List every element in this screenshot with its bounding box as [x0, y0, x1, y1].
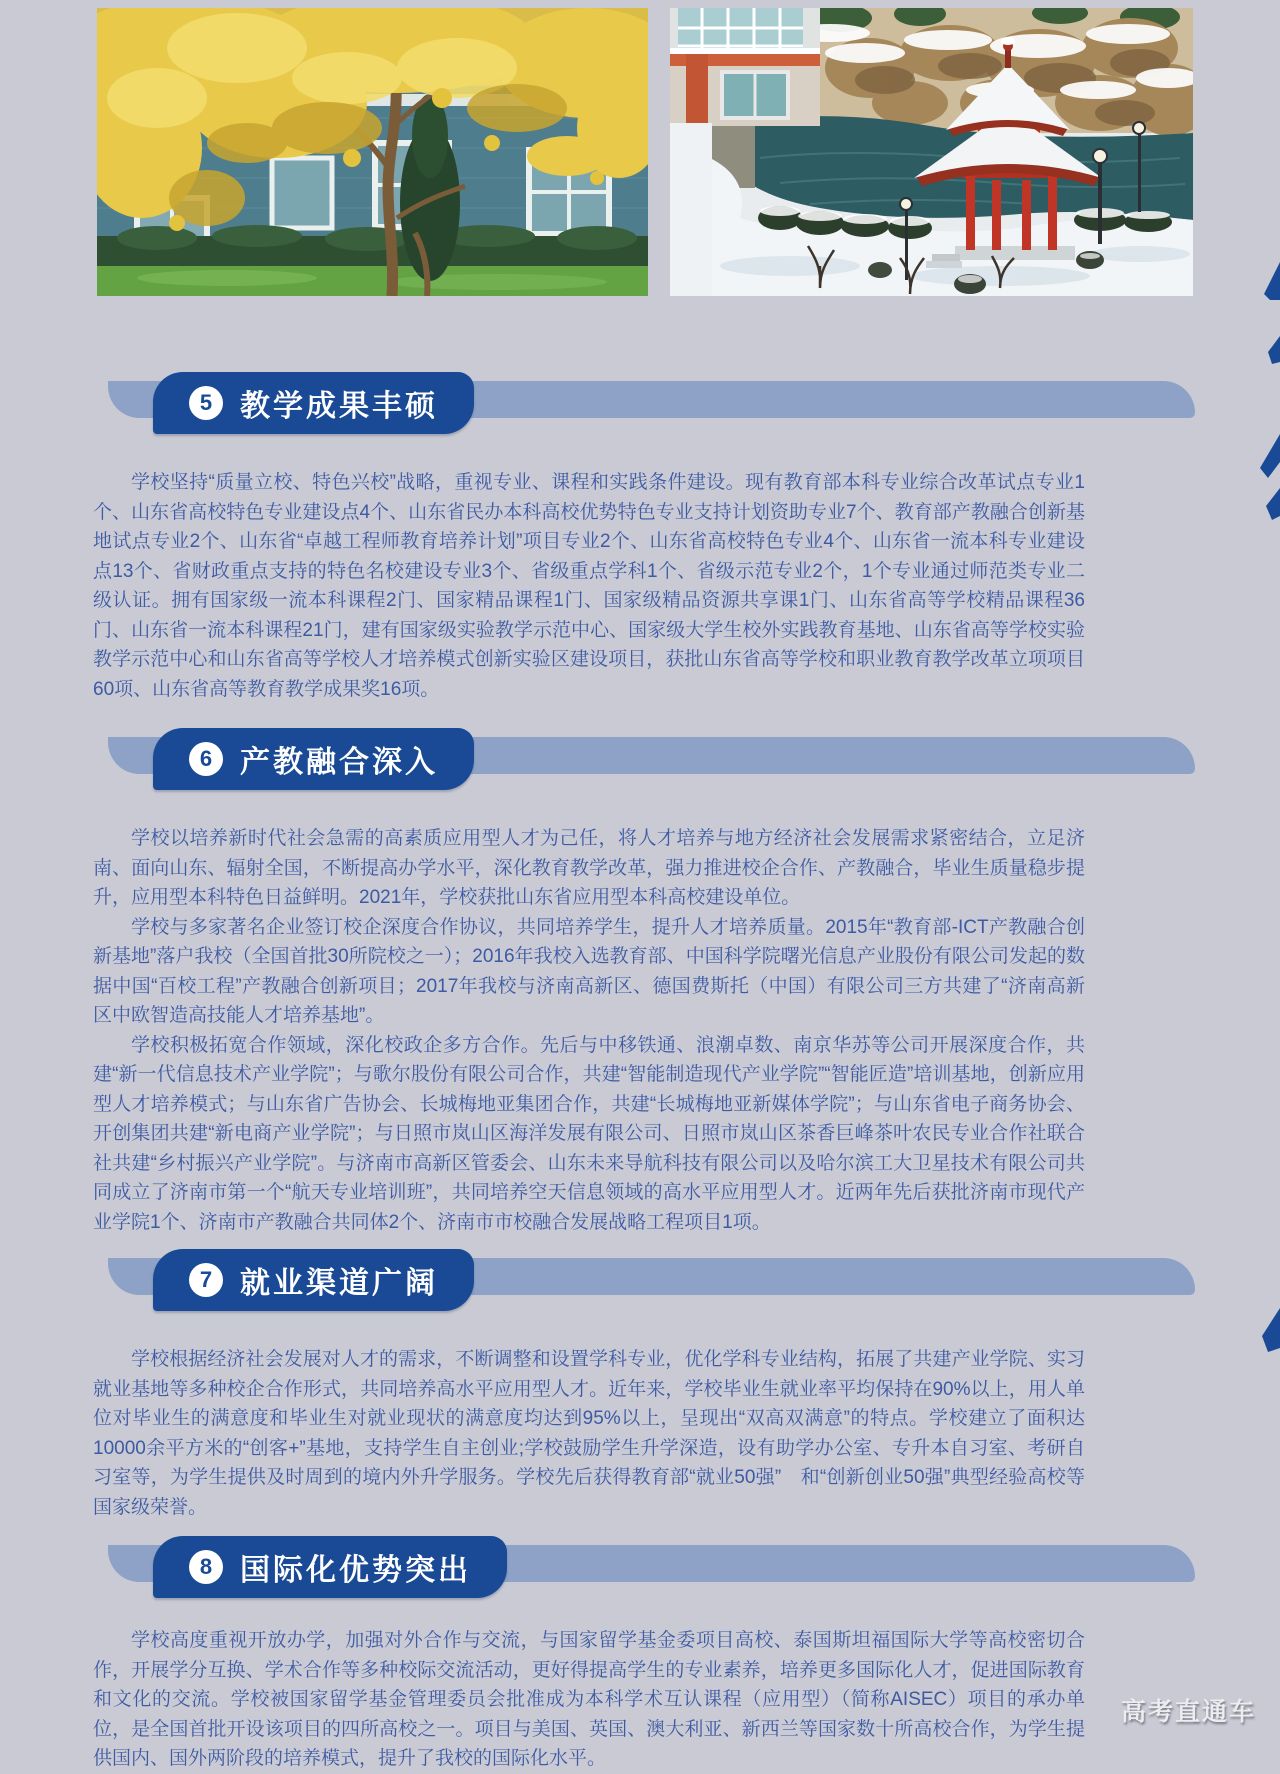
section-title: 国际化优势突出: [240, 1554, 471, 1587]
photo-winter-pavilion: [670, 8, 1193, 296]
section-number-badge: 7: [189, 1263, 223, 1297]
section-5-badge: [153, 372, 474, 434]
photo-autumn-campus: [97, 8, 648, 296]
paragraph: 学校坚持“质量立校、特色兴校”战略，重视专业、课程和实践条件建设。现有教育部本科专业综合改革试点专业1个、山东省高校特色专业建设点4个、山东省民办本科高校优势特色专业支持计划资助专业7个、教育部产教融合创新基地试点专业2个、山东省“卓越工程师教育培养计划”项目专业2个、山东省高校特色专业4个、山东省一流本科专业建设点13个、省财政重点支持的特色名校建设专业3个、省级重点学科1个、省级示范专业2个，1个专业通过师范类专业二级认证。拥有国家级一流本科课程2门、国家精品课程1门、国家级精品资源共享课1门、山东省高等学校精品课程36门、山东省一流本科课程21门，建有国家级实验教学示范中心、国家级大学生校外实践教育基地、山东省高等学校实验教学示范中心和山东省高等学校人才培养模式创新实验区建设项目，获批山东省高等学校和职业教育教学改革立项项目60项、山东省高等教育教学成果奖16项。: [93, 472, 1085, 700]
section-number-badge: 8: [189, 1550, 223, 1584]
paragraph: 学校根据经济社会发展对人才的需求，不断调整和设置学科专业，优化学科专业结构，拓展了共建产业学院、实习就业基地等多种校企合作形式，共同培养高水平应用型人才。近年来，学校毕业生就业率平均保持在90%以上，用人单位对毕业生的满意度和毕业生对就业现状的满意度均达到95%以上，呈现出“双高双满意”的特点。学校建立了面积达10000余平方米的“创客+”基地，支持学生自主创业;学校鼓励学生升学深造，设有助学办公室、专升本自习室、考研自习室等，为学生提供及时周到的境内外升学服务。学校先后获得教育部“就业50强” 和“创新创业50强”典型经验高校等国家级荣誉。: [93, 1349, 1085, 1518]
section-title: 产教融合深入: [240, 746, 438, 779]
edge-decoration-glyphs: [1256, 0, 1280, 1748]
section-8-badge: [153, 1536, 507, 1598]
paragraph: 学校积极拓宽合作领域，深化校政企多方合作。先后与中移铁通、浪潮卓数、南京华苏等公司开展深度合作，共建“新一代信息技术产业学院”；与歌尔股份有限公司合作，共建“智能制造现代产业学院”“智能匠造”培训基地，创新应用型人才培养模式；与山东省广告协会、长城梅地亚集团合作，共建“长城梅地亚新媒体学院”；与山东省电子商务协会、开创集团共建“新电商产业学院”；与日照市岚山区海洋发展有限公司、日照市岚山区茶香巨峰茶叶农民专业合作社联合社共建“乡村振兴产业学院”。与济南市高新区管委会、山东未来导航科技有限公司以及哈尔滨工大卫星技术有限公司共同成立了济南市第一个“航天专业培训班”，共同培养空天信息领域的高水平应用型人才。近两年先后获批济南市现代产业学院1个、济南市产教融合共同体2个、济南市市校融合发展战略工程项目1项。: [93, 1034, 1085, 1233]
paragraph: 学校与多家著名企业签订校企深度合作协议，共同培养学生，提升人才培养质量。2015年“教育部-ICT产教融合创新基地”落户我校（全国首批30所院校之一）；2016年我校入选教育部、中国科学院曙光信息产业股份有限公司发起的数据中国“百校工程”产教融合创新项目；2017年我校与济南高新区、德国费斯托（中国）有限公司三方共建了“济南高新区中欧智造高技能人才培养基地”。: [93, 916, 1085, 1026]
section-7-body: [93, 1345, 1085, 1522]
section-7-badge: [153, 1249, 474, 1311]
section-6-header: [108, 728, 1195, 790]
paragraph: 学校高度重视开放办学，加强对外合作与交流，与国家留学基金委项目高校、泰国斯坦福国际大学等高校密切合作，开展学分互换、学术合作等多种校际交流活动，更好得提高学生的专业素养，培养更多国际化人才，促进国际教育和文化的交流。学校被国家留学基金管理委员会批准成为本科学术互认课程（应用型）（简称AISEC）项目的承办单位，是全国首批开设该项目的四所高校之一。项目与美国、英国、澳大利亚、新西兰等国家数十所高校合作，为学生提供国内、国外两阶段的培养模式，提升了我校的国际化水平。: [93, 1630, 1085, 1769]
section-title: 就业渠道广阔: [240, 1267, 438, 1300]
section-5-header: [108, 372, 1195, 434]
page-content: [0, 296, 1280, 1774]
section-number-badge: 5: [189, 386, 223, 420]
section-7-header: [108, 1249, 1195, 1311]
photo-autumn-campus-art: [97, 8, 648, 296]
watermark: 高考直通车: [1120, 1698, 1256, 1726]
paragraph: 学校以培养新时代社会急需的高素质应用型人才为己任，将人才培养与地方经济社会发展需求紧密结合，立足济南、面向山东、辐射全国，不断提高办学水平，深化教育教学改革，强力推进校企合作、产教融合，毕业生质量稳步提升，应用型本科特色日益鲜明。2021年，学校获批山东省应用型本科高校建设单位。: [93, 828, 1085, 908]
section-number-badge: 6: [189, 742, 223, 776]
section-title: 教学成果丰硕: [240, 390, 438, 423]
section-6-body: [93, 824, 1085, 1237]
section-8-header: [108, 1536, 1195, 1598]
photo-winter-pavilion-art: [670, 8, 1193, 296]
section-8-body: [93, 1626, 1085, 1774]
section-employment-channels: [0, 1249, 1280, 1522]
section-industry-education: [0, 728, 1280, 1237]
section-6-badge: [153, 728, 474, 790]
campus-photos: [97, 8, 1193, 296]
section-internationalization: [0, 1536, 1280, 1774]
section-5-body: [93, 468, 1085, 704]
section-teaching-achievements: [0, 372, 1280, 704]
